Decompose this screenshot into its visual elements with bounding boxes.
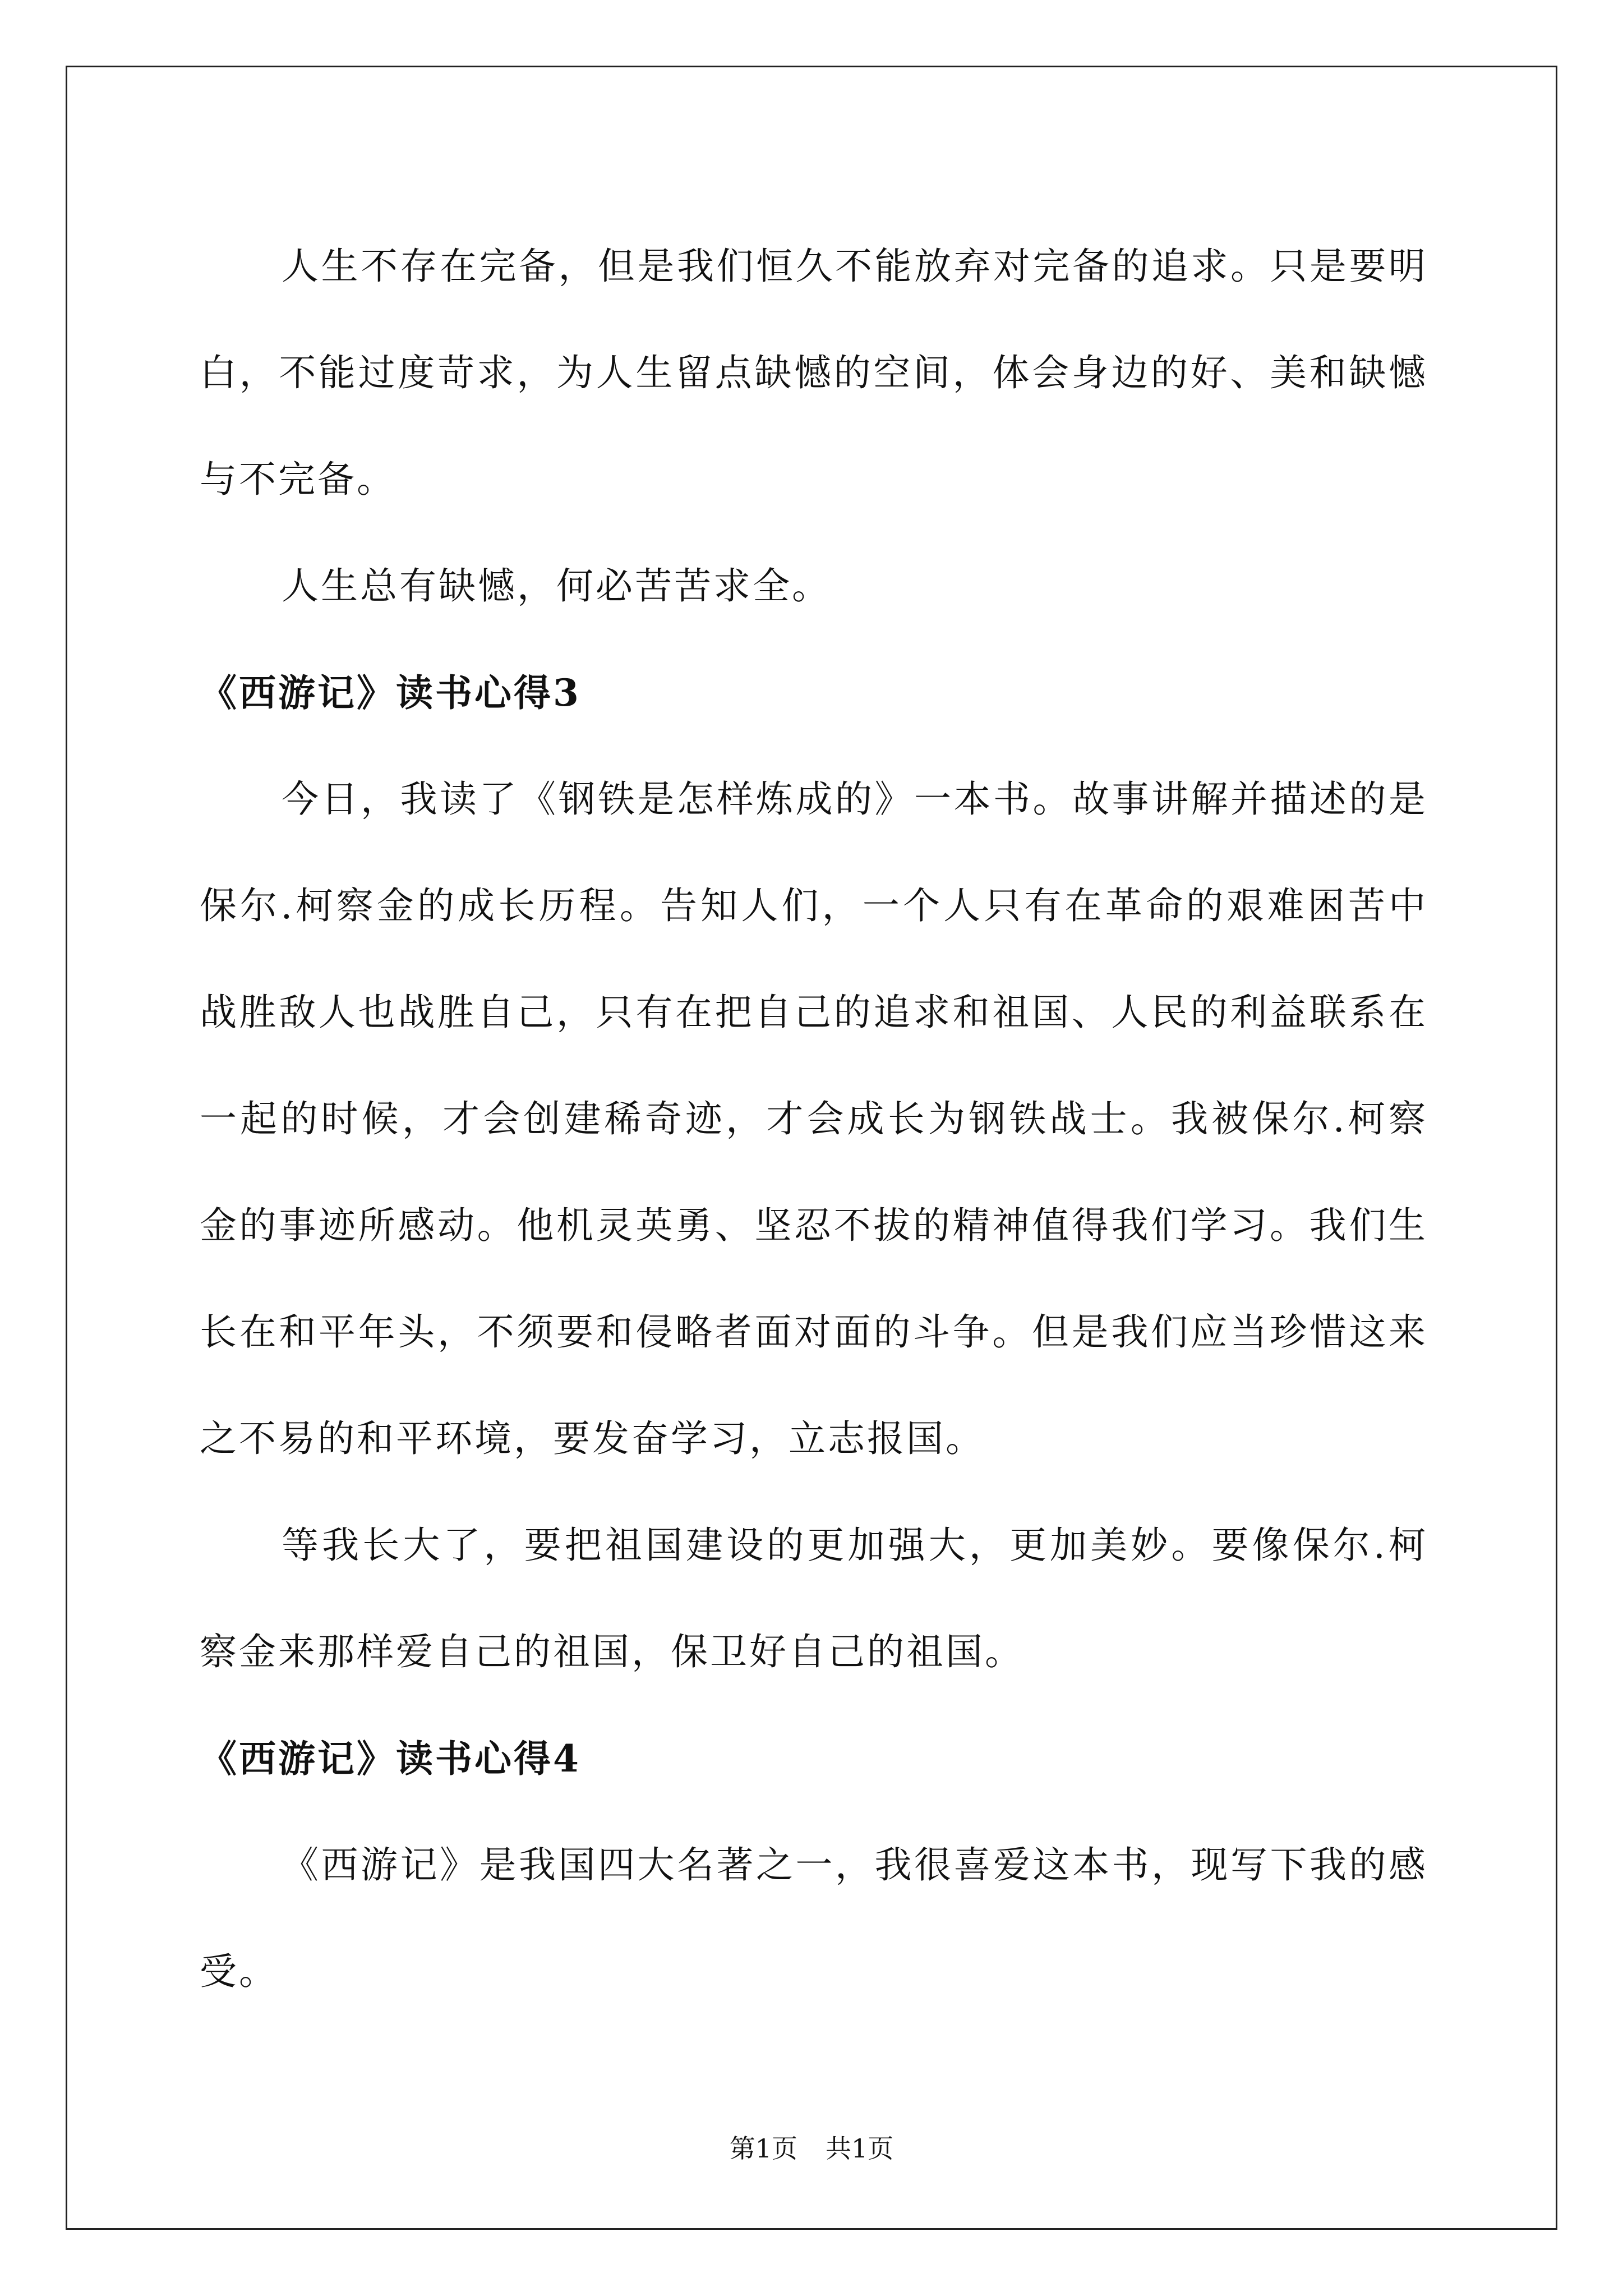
document-body (200, 213, 1428, 2025)
page-footer (0, 2132, 1623, 2165)
section-heading: 《西游记》读书心得3 (200, 671, 581, 715)
paragraph: 《西游记》是我国四大名著之一，我很喜爱这本书，现写下我的感受。 (200, 1843, 1428, 1993)
paragraph: 人生总有缺憾，何必苦苦求全。 (282, 564, 831, 608)
paragraph: 等我长大了，要把祖国建设的更加强大，更加美妙。要像保尔.柯察金来那样爱自己的祖国，保卫好自己的祖国。 (200, 1524, 1428, 1673)
section-heading: 《西游记》读书心得4 (200, 1737, 581, 1780)
paragraph: 今日，我读了《钢铁是怎样炼成的》一本书。故事讲解并描述的是保尔.柯察金的成长历程。告知人们，一个人只有在革命的艰难困苦中战胜敌人也战胜自己，只有在把自己的追求和祖国、人民的利益联系在一起的时候，才会创建稀奇迹，才会成长为钢铁战士。我被保尔.柯察金的事迹所感动。他机灵英勇、坚忍不拔的精神值得我们学习。我们生长在和平年头，不须要和侵略者面对面的斗争。但是我们应当珍惜这来之不易的和平环境，要发奋学习，立志报国。 (200, 777, 1428, 1460)
paragraph: 人生不存在完备，但是我们恒久不能放弃对完备的追求。只是要明白，不能过度苛求，为人生留点缺憾的空间，体会身边的好、美和缺憾与不完备。 (200, 245, 1428, 501)
page-total: 共1页 (826, 2133, 894, 2164)
page-number: 第1页 (729, 2133, 797, 2164)
